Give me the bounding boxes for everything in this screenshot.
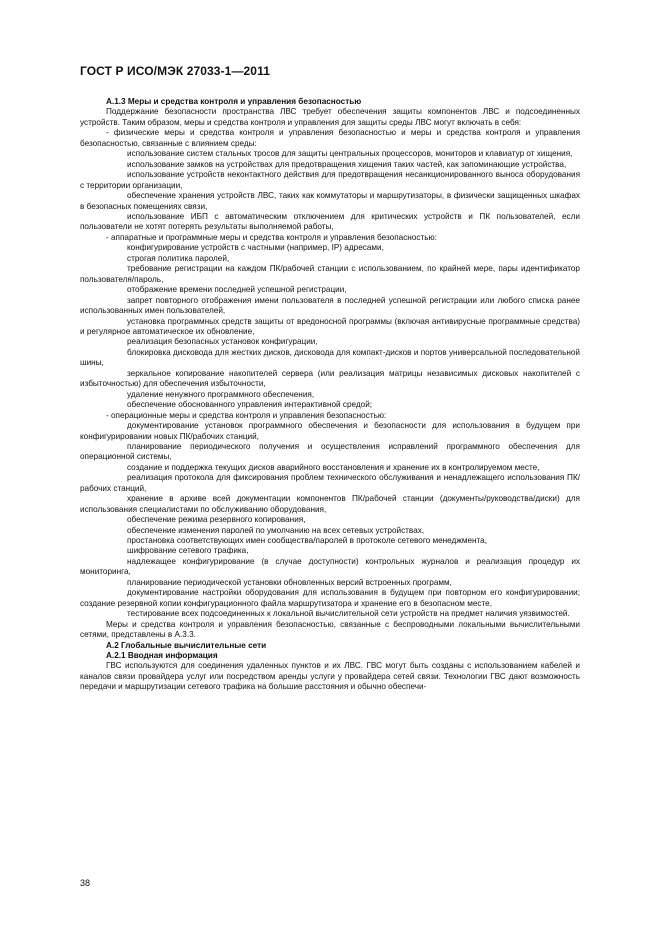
paragraph: тестирование всех подсоединенных к локальной вычислительной сети устройств на предмет наличия уязвимостей. (127, 609, 570, 619)
paragraph: конфигурирование устройств с частными (например, IP) адресами, (127, 243, 384, 253)
paragraph: планирование периодического получения и осуществления исправлений программного обеспечения для операционной системы, (80, 441, 580, 462)
paragraph: документирование настройки оборудования для использования в будущем при повторном его конфигурировании; создание резервной копии конфигурационного файла маршрутизатора и хранение его в безопасном месте, (80, 588, 580, 608)
paragraph: использование систем стальных тросов для защиты центральных процессоров, мониторов и клавиатур от хищения, (127, 149, 573, 159)
paragraph: отображение времени последней успешной регистрации, (127, 285, 347, 295)
paragraph: требование регистрации на каждом ПК/рабочей станции с использованием, по крайней мере, пары идентификатор пользователя/пароль, (80, 264, 580, 284)
paragraph: использование замков на устройствах для предотвращения хищения таких частей, как запоминающие устройства, (127, 159, 567, 169)
paragraph: шифрование сетевого трафика, (127, 546, 249, 556)
body-text (80, 97, 580, 693)
paragraph: запрет повторного отображения имени пользователя в последней успешной регистрации или любого списка ранее использованных имен пользователей, (80, 295, 580, 316)
paragraph: - операционные меры и средства контроля и управления безопасностью: (106, 410, 387, 420)
paragraph: использование ИБП с автоматическим отключением для критических устройств и ПК пользователей, если пользователи не хотят потерять результаты выполняемой работы, (80, 211, 580, 232)
page-number: 38 (80, 878, 91, 888)
paragraph: блокировка дисковода для жестких дисков, дисковода для компакт-дисков и портов универсальной последовательной шины, (80, 347, 580, 368)
paragraph: ГВС используются для соединения удаленных пунктов и их ЛВС. ГВС могут быть созданы с использованием кабелей и каналов связи провайдера услуг или посредством аренды услуги у провайдера сетей связи. Технологии ГВС дают возможность передачи и маршрутизации сетевого трафика на большие расстояния и обычно обеспечи- (80, 661, 580, 692)
paragraph: реализация безопасных установок конфигурации, (127, 337, 318, 347)
section-heading: А.2 Глобальные вычислительные сети (106, 640, 267, 650)
paragraph: обеспечение режима резервного копирования, (127, 515, 306, 525)
paragraph: Меры и средства контроля и управления безопасностью, связанные с беспроводными локальными вычислительными сетями, представлены в А.3.3. (80, 619, 580, 640)
paragraph: обеспечение хранения устройств ЛВС, таких как коммутаторы и маршрутизаторы, в физически защищенных шкафах в безопасных помещениях связи, (80, 191, 580, 211)
paragraph: обеспечение обоснованного управления интерактивной средой; (127, 400, 373, 410)
paragraph: - аппаратные и программные меры и средства контроля и управления безопасностью: (106, 232, 437, 242)
paragraph: Поддержание безопасности пространства ЛВС требует обеспечения защиты компонентов ЛВС и подсоединенных устройств. Таким образом, меры и средства контроля и управления для защиты среды ЛВС могут включать в себя: (80, 107, 580, 127)
running-header: ГОСТ Р ИСО/МЭК 27033-1—2011 (80, 64, 270, 78)
paragraph: создание и поддержка текущих дисков аварийного восстановления и хранение их в контролируемом месте, (127, 462, 540, 472)
paragraph: планирование периодической установки обновленных версий встроенных программ, (127, 577, 452, 587)
paragraph: строгая политика паролей, (127, 253, 230, 263)
section-heading: А.2.1 Вводная информация (106, 651, 218, 661)
paragraph: реализация протокола для фиксирования проблем технического обслуживания и ненадлежащего использования ПК/рабочих станций, (80, 473, 580, 493)
paragraph: установка программных средств защиты от вредоносной программы (включая антивирусные программные средства) и регулярное автоматическое их обновление, (80, 316, 580, 336)
section-heading: А.1.3 Меры и средства контроля и управления безопасностью (106, 97, 362, 106)
paragraph: использование устройств неконтактного действия для предотвращения несанкционированного выноса оборудования с территории организации, (80, 170, 580, 190)
paragraph: удаление ненужного программного обеспечения, (127, 389, 315, 399)
paragraph: документирование установок программного обеспечения и безопасности для использования в будущем при конфигурировании новых ПК/рабочих станций, (80, 421, 580, 441)
paragraph: простановка соответствующих имен сообщества/паролей в протоколе сетевого менеджмента, (127, 536, 488, 546)
paragraph: - физические меры и средства контроля и управления безопасностью и меры и средства контроля и управления безопасностью, связанные с влиянием среды: (80, 128, 580, 148)
paragraph: обеспечение изменения паролей по умолчанию на всех сетевых устройствах, (127, 525, 425, 535)
paragraph: надлежащее конфигурирование (в случае доступности) контрольных журналов и реализация процедур их мониторинга, (80, 556, 580, 577)
paragraph: зеркальное копирование накопителей сервера (или реализация матрицы независимых дисковых накопителей с избыточностью) для обеспечения избыточности, (80, 368, 580, 389)
paragraph: хранение в архиве всей документации компонентов ПК/рабочей станции (документы/руководства/диски) для использования специалистами по обслуживанию оборудования, (80, 494, 580, 514)
